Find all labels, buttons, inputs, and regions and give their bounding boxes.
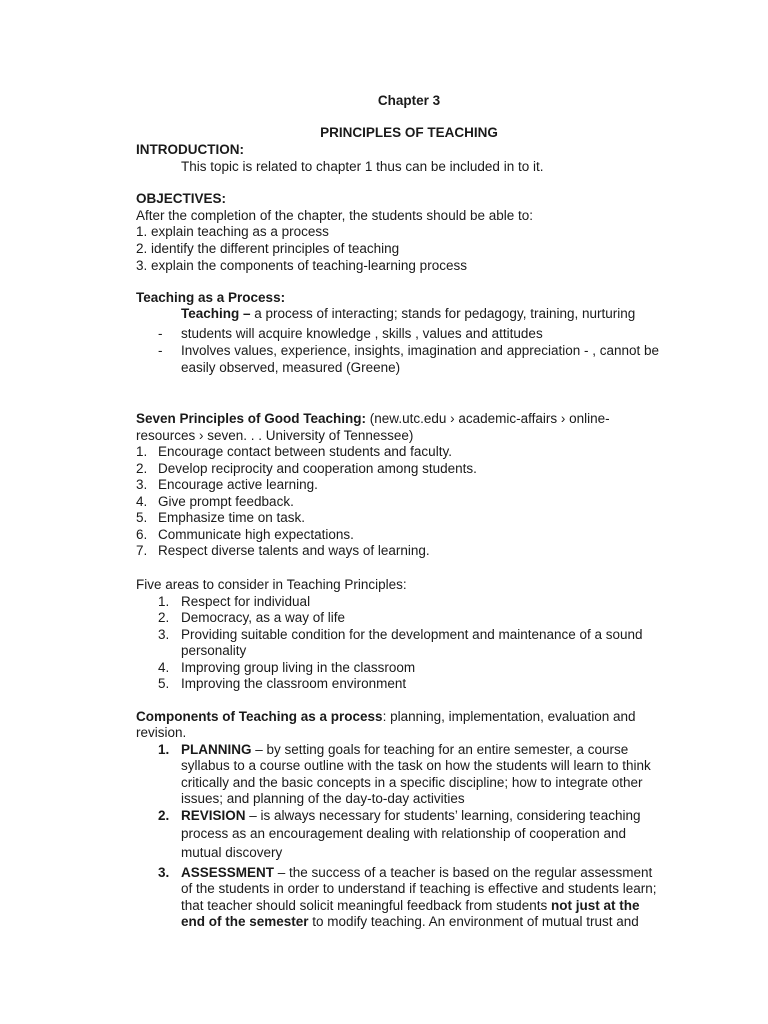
- seven-principles-heading: Seven Principles of Good Teaching:: [136, 411, 367, 426]
- assessment-text-continued: [181, 914, 639, 930]
- area-item: Providing suitable condition for the development and maintenance of a sound: [181, 627, 643, 642]
- planning-term: PLANNING: [181, 742, 252, 757]
- list-number: 1.: [158, 594, 170, 609]
- list-number: 6.: [136, 527, 148, 542]
- bullet-marker: -: [158, 326, 163, 341]
- principle-item: Give prompt feedback.: [158, 494, 294, 509]
- revision-text-continued: mutual discovery: [181, 845, 283, 860]
- list-number: 3.: [158, 627, 170, 642]
- list-number: 2.: [158, 610, 170, 625]
- list-number: 2.: [158, 808, 170, 823]
- assessment-text-plain: that teacher should solicit meaningful feedback from students: [181, 898, 551, 913]
- introduction-text: This topic is related to chapter 1 thus can be included in to it.: [181, 159, 544, 174]
- list-number: 2.: [136, 461, 148, 476]
- area-item: Respect for individual: [181, 594, 311, 609]
- revision-text: – is always necessary for students’ learning, considering teaching: [245, 808, 641, 823]
- area-item-continued: personality: [181, 643, 247, 658]
- objective-item: 3. explain the components of teaching-learning process: [136, 258, 467, 273]
- list-number: 1.: [158, 742, 170, 757]
- revision-text-continued: process as an encouragement dealing with relationship of cooperation and: [181, 826, 627, 841]
- five-areas-heading: Five areas to consider in Teaching Principles:: [136, 577, 407, 592]
- teaching-bullet: Involves values, experience, insights, imagination and appreciation - , cannot be: [181, 343, 660, 358]
- list-number: 4.: [158, 660, 170, 675]
- list-number: 4.: [136, 494, 148, 509]
- planning-text-continued: syllabus to a course outline with the task on how the students will learn to think: [181, 758, 651, 773]
- components-heading: Components of Teaching as a process: [136, 709, 383, 724]
- principle-item: Encourage active learning.: [158, 477, 318, 492]
- objectives-intro: After the completion of the chapter, the students should be able to:: [136, 208, 534, 223]
- revision-item: [181, 808, 640, 824]
- revision-term: REVISION: [181, 808, 246, 823]
- introduction-heading: INTRODUCTION:: [136, 142, 244, 157]
- seven-principles-source: (new.utc.edu › academic-affairs › online-: [366, 411, 610, 426]
- list-number: 1.: [136, 444, 148, 459]
- main-title: PRINCIPLES OF TEACHING: [320, 125, 498, 140]
- assessment-text: – the success of a teacher is based on the regular assessment: [274, 865, 653, 880]
- list-number: 3.: [136, 477, 148, 492]
- list-number: 5.: [136, 510, 148, 525]
- assessment-text-continued: [181, 898, 639, 914]
- assessment-term: ASSESSMENT: [181, 865, 275, 880]
- teaching-term: Teaching –: [181, 306, 251, 321]
- planning-text-continued: issues; and planning of the day-to-day activities: [181, 791, 465, 806]
- planning-text: – by setting goals for teaching for an entire semester, a course: [251, 742, 629, 757]
- list-number: 5.: [158, 676, 170, 691]
- planning-item: [181, 742, 628, 758]
- principle-item: Communicate high expectations.: [158, 527, 354, 542]
- components-intro-continued: revision.: [136, 725, 187, 740]
- list-number: 3.: [158, 865, 170, 880]
- components-heading-line: [136, 709, 635, 725]
- bullet-marker: -: [158, 343, 163, 358]
- teaching-definition-text: a process of interacting; stands for pedagogy, training, nurturing: [250, 306, 636, 321]
- list-number: 7.: [136, 543, 148, 558]
- assessment-text-plain: to modify teaching. An environment of mutual trust and: [308, 914, 639, 929]
- area-item: Democracy, as a way of life: [181, 610, 346, 625]
- principle-item: Respect diverse talents and ways of learning.: [158, 543, 430, 558]
- area-item: Improving group living in the classroom: [181, 660, 416, 675]
- teaching-definition: [181, 306, 635, 322]
- area-item: Improving the classroom environment: [181, 676, 407, 691]
- principle-item: Encourage contact between students and faculty.: [158, 444, 452, 459]
- teaching-process-heading: Teaching as a Process:: [136, 290, 286, 305]
- principle-item: Develop reciprocity and cooperation among students.: [158, 461, 477, 476]
- principle-item: Emphasize time on task.: [158, 510, 306, 525]
- assessment-emphasis: end of the semester: [181, 914, 309, 929]
- objectives-heading: OBJECTIVES:: [136, 191, 227, 206]
- objective-item: 1. explain teaching as a process: [136, 224, 329, 239]
- seven-principles-source-continued: resources › seven. . . University of Tennessee): [136, 428, 414, 443]
- assessment-item: [181, 865, 652, 881]
- assessment-text-continued: of the students in order to understand if teaching is effective and students learn;: [181, 881, 657, 896]
- chapter-title: Chapter 3: [377, 93, 441, 108]
- planning-text-continued: critically and the basic concepts in a specific discipline; how to integrate other: [181, 775, 643, 790]
- objective-item: 2. identify the different principles of teaching: [136, 241, 400, 256]
- components-intro: : planning, implementation, evaluation and: [382, 709, 636, 724]
- teaching-bullet-continued: easily observed, measured (Greene): [181, 360, 401, 375]
- teaching-bullet: students will acquire knowledge , skills , values and attitudes: [181, 326, 543, 341]
- assessment-emphasis: not just at the: [550, 898, 640, 913]
- seven-principles-heading-line: [136, 411, 610, 427]
